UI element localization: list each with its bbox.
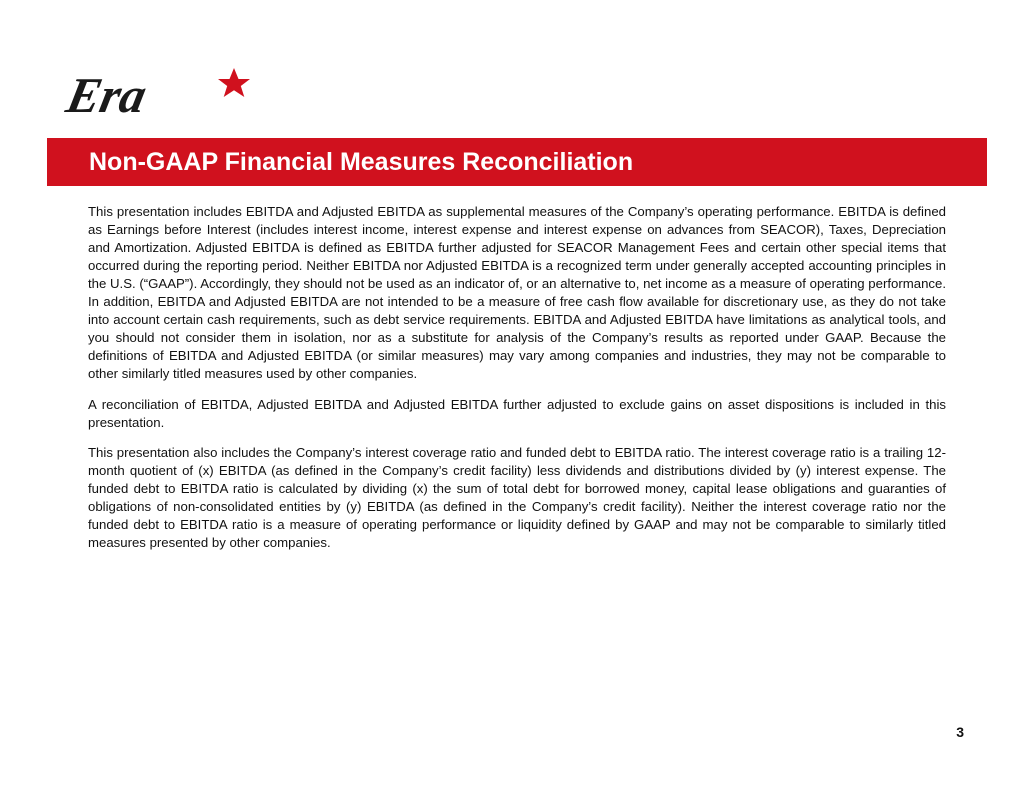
era-logo-graphic <box>61 66 252 123</box>
title-bar <box>47 138 987 186</box>
page-number: 3 <box>956 724 964 740</box>
body-text <box>88 203 946 565</box>
page-title: Non-GAAP Financial Measures Reconciliation <box>89 148 634 176</box>
era-logo <box>61 66 252 123</box>
paragraph-reconciliation: A reconciliation of EBITDA, Adjusted EBITDA and Adjusted EBITDA further adjusted to exclude gains on asset dispositions is included in this presentation. <box>88 396 946 430</box>
era-logo-text: Era <box>61 67 152 123</box>
paragraph-coverage-ratio: This presentation also includes the Company’s interest coverage ratio and funded debt to EBITDA ratio. The interest coverage ratio is a trailing 12-month quotient of (x) EBITDA (as defined in the Company’s credit facility) less dividends and distributions divided by (y) interest expense. The funded debt to EBITDA ratio is calculated by dividing (x) the sum of total debt for borrowed money, capital lease obligations and guaranties of obligations of non-consolidated entities by (y) EBITDA (as defined in the Company’s credit facility). Neither the interest coverage ratio nor the funded debt to EBITDA ratio is a measure of operating performance or liquidity defined by GAAP and may not be comparable to similarly titled measures presented by other companies. <box>88 445 946 550</box>
star-icon <box>218 68 250 97</box>
paragraph-ebitda-definition: This presentation includes EBITDA and Adjusted EBITDA as supplemental measures of the Company’s operating performance. EBITDA is defined as Earnings before Interest (includes interest income, interest expense and interest expense on advances from SEACOR), Taxes, Depreciation and Amortization. Adjusted EBITDA is defined as EBITDA further adjusted for SEACOR Management Fees and certain other special items that occurred during the reporting period. Neither EBITDA nor Adjusted EBITDA is a recognized term under generally accepted accounting principles in the U.S. (“GAAP”). Accordingly, they should not be used as an indicator of, or an alternative to, net income as a measure of operating performance. In addition, EBITDA and Adjusted EBITDA are not intended to be a measure of free cash flow available for discretionary use, as they do not take into account certain cash requirements, such as debt service requirements. EBITDA and Adjusted EBITDA have limitations as analytical tools, and you should not consider them in isolation, nor as a substitute for analysis of the Company’s results as reported under GAAP. Because the definitions of EBITDA and Adjusted EBITDA (or similar measures) may vary among companies and industries, they may not be comparable to other similarly titled measures used by other companies. <box>88 204 946 381</box>
